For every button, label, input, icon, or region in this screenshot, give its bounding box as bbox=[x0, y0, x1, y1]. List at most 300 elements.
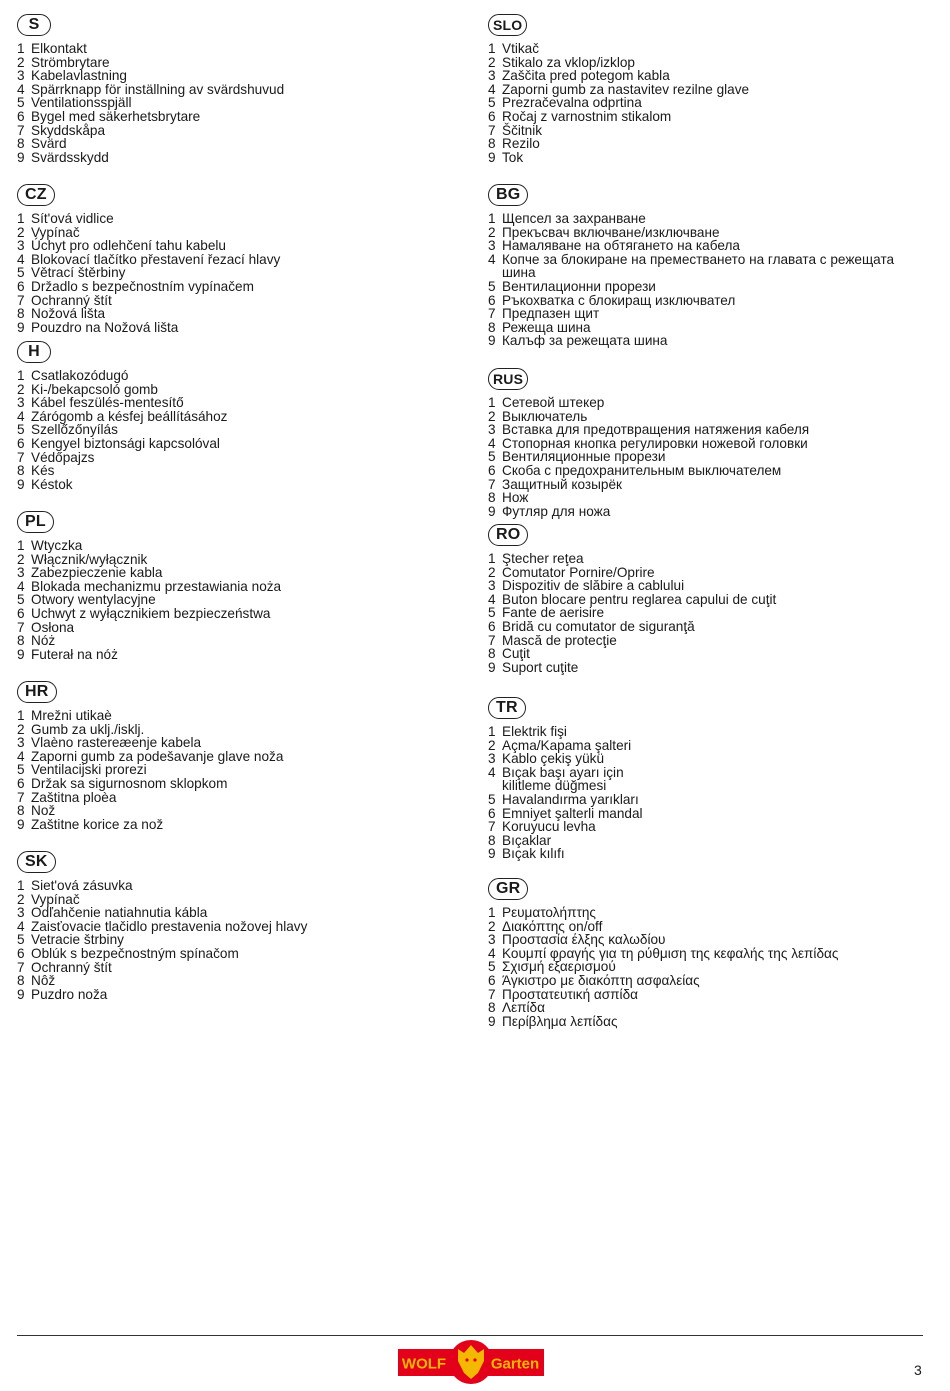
item-label: Копче за блокиране на преместването на главата с режещата шина bbox=[502, 251, 895, 281]
item-number: 3 bbox=[488, 68, 496, 84]
list-item bbox=[488, 83, 933, 97]
list-item bbox=[17, 709, 457, 723]
list-item bbox=[17, 553, 457, 567]
list-item bbox=[17, 947, 457, 961]
list-item bbox=[488, 294, 933, 308]
item-number: 5 bbox=[17, 265, 25, 281]
item-label: Zabezpieczenie kabla bbox=[31, 565, 163, 581]
logo-text-wolf: WOLF bbox=[401, 1355, 447, 1373]
list-item bbox=[17, 280, 457, 294]
item-number: 9 bbox=[17, 476, 25, 492]
list-item bbox=[17, 736, 457, 750]
list-item bbox=[488, 793, 933, 807]
item-number: 1 bbox=[488, 724, 496, 739]
list-item bbox=[488, 606, 933, 620]
item-label: Ръкохватка с блокиращ изключвател bbox=[502, 292, 736, 308]
list-item bbox=[17, 266, 457, 280]
item-number: 5 bbox=[488, 278, 496, 294]
footer-divider bbox=[17, 1335, 923, 1336]
list-item bbox=[17, 777, 457, 791]
list-item bbox=[17, 933, 457, 947]
list-item bbox=[17, 96, 457, 110]
item-number: 5 bbox=[17, 762, 25, 778]
item-number: 6 bbox=[17, 605, 25, 621]
language-badge: BG bbox=[488, 184, 528, 206]
item-number: 3 bbox=[17, 238, 25, 254]
item-label: Bridă cu comutator de siguranţă bbox=[502, 618, 695, 634]
item-label: Késtok bbox=[31, 476, 73, 492]
item-number: 2 bbox=[488, 54, 496, 70]
item-number: 9 bbox=[17, 986, 25, 1002]
item-label: Vypínač bbox=[31, 891, 80, 907]
list-item bbox=[488, 739, 933, 753]
list-item bbox=[488, 96, 933, 110]
list-item bbox=[17, 321, 457, 335]
item-number: 7 bbox=[488, 476, 496, 492]
item-label: Kés bbox=[31, 463, 55, 479]
list-item bbox=[488, 1015, 933, 1029]
item-label: Koruyucu levha bbox=[502, 819, 596, 835]
item-number: 5 bbox=[17, 592, 25, 608]
item-label: Zaporni gumb za podešavanje glave noža bbox=[31, 748, 284, 764]
language-badge: GR bbox=[488, 878, 528, 900]
list-item bbox=[488, 239, 933, 253]
item-number: 7 bbox=[17, 789, 25, 805]
item-number: 4 bbox=[488, 435, 496, 451]
item-label: Puzdro noža bbox=[31, 986, 108, 1002]
item-number: 4 bbox=[17, 408, 25, 424]
list-item bbox=[488, 253, 933, 280]
item-label: Gumb za uklj./isklj. bbox=[31, 721, 145, 737]
list-item bbox=[488, 920, 933, 934]
section-sk bbox=[17, 851, 457, 1001]
item-number: 1 bbox=[17, 538, 25, 553]
item-number: 7 bbox=[17, 122, 25, 138]
item-number: 9 bbox=[17, 816, 25, 832]
item-number: 6 bbox=[488, 618, 496, 634]
item-number: 7 bbox=[17, 619, 25, 635]
item-label: Držadlo s bezpečnostním vypínačem bbox=[31, 278, 254, 294]
item-number: 2 bbox=[17, 891, 25, 907]
item-label: Bıçak kılıfı bbox=[502, 846, 565, 862]
item-number: 1 bbox=[488, 551, 496, 566]
list-item bbox=[488, 69, 933, 83]
list-item bbox=[17, 607, 457, 621]
list-item bbox=[488, 450, 933, 464]
item-number: 6 bbox=[17, 435, 25, 451]
item-label: Сетевой штекер bbox=[502, 395, 605, 410]
item-number: 6 bbox=[488, 972, 496, 988]
parts-list bbox=[17, 42, 457, 164]
parts-list bbox=[488, 212, 933, 348]
item-number: 7 bbox=[488, 819, 496, 835]
list-item bbox=[488, 593, 933, 607]
item-number: 5 bbox=[488, 95, 496, 111]
language-badge: PL bbox=[17, 511, 54, 533]
item-label: Buton blocare pentru reglarea capului de cuţit bbox=[502, 591, 777, 607]
item-number: 2 bbox=[488, 564, 496, 580]
item-label: Κουμπί φραγής για τη ρύθμιση της κεφαλής της λεπίδας bbox=[502, 945, 839, 961]
list-item bbox=[488, 947, 933, 961]
parts-list bbox=[17, 709, 457, 831]
item-label: Stikalo za vklop/izklop bbox=[502, 54, 635, 70]
list-item bbox=[17, 648, 457, 662]
item-label: Ščitnik bbox=[502, 122, 543, 138]
section-rus bbox=[488, 368, 933, 518]
list-item bbox=[17, 226, 457, 240]
item-label: Kabelavlastning bbox=[31, 68, 127, 84]
list-item bbox=[488, 552, 933, 566]
list-item bbox=[17, 151, 457, 165]
item-number: 9 bbox=[17, 646, 25, 662]
item-label: Ochranný štít bbox=[31, 292, 112, 308]
list-item bbox=[17, 961, 457, 975]
language-badge: SK bbox=[17, 851, 56, 873]
list-item bbox=[17, 437, 457, 451]
item-number: 2 bbox=[17, 551, 25, 567]
item-number: 7 bbox=[488, 632, 496, 648]
list-item bbox=[17, 423, 457, 437]
list-item bbox=[488, 464, 933, 478]
list-item bbox=[17, 124, 457, 138]
item-label: Elkontakt bbox=[31, 41, 87, 56]
item-label: Svärd bbox=[31, 136, 67, 152]
item-label: Vypínač bbox=[31, 224, 80, 240]
list-item bbox=[17, 906, 457, 920]
list-item bbox=[488, 766, 933, 793]
list-item bbox=[17, 137, 457, 151]
list-item bbox=[17, 723, 457, 737]
item-label: Açma/Kapama şalteri bbox=[502, 737, 632, 753]
item-number: 2 bbox=[488, 737, 496, 753]
list-item bbox=[17, 383, 457, 397]
item-label: Стопорная кнопка регулировки ножевой головки bbox=[502, 435, 808, 451]
item-number: 3 bbox=[17, 905, 25, 921]
item-number: 8 bbox=[17, 973, 25, 989]
parts-list bbox=[488, 725, 933, 861]
list-item bbox=[17, 879, 457, 893]
item-number: 4 bbox=[488, 945, 496, 961]
item-number: 5 bbox=[17, 95, 25, 111]
item-label: Větrací štěrbiny bbox=[31, 265, 126, 281]
section-ro bbox=[488, 524, 933, 674]
item-label: Zárógomb a késfej beállításához bbox=[31, 408, 228, 424]
list-item bbox=[17, 920, 457, 934]
item-label: Csatlakozódugó bbox=[31, 368, 129, 383]
list-item bbox=[488, 396, 933, 410]
item-number: 3 bbox=[488, 932, 496, 948]
item-number: 8 bbox=[488, 1000, 496, 1016]
item-label: Bygel med säkerhetsbrytare bbox=[31, 108, 201, 124]
language-badge: RUS bbox=[488, 368, 528, 390]
item-number: 4 bbox=[17, 251, 25, 267]
item-label: Режеща шина bbox=[502, 319, 591, 335]
item-number: 4 bbox=[17, 81, 25, 97]
item-label: Siet'ová zásuvka bbox=[31, 878, 133, 893]
item-label: Футляр для ножа bbox=[502, 503, 611, 519]
item-label: Úchyt pro odlehčení tahu kabelu bbox=[31, 238, 226, 254]
item-number: 8 bbox=[17, 463, 25, 479]
item-number: 3 bbox=[488, 238, 496, 254]
item-label: Uchwyt z wyłącznikiem bezpieczeństwa bbox=[31, 605, 271, 621]
list-item bbox=[17, 621, 457, 635]
item-number: 5 bbox=[488, 791, 496, 807]
item-number: 8 bbox=[17, 306, 25, 322]
item-label: Выключатель bbox=[502, 408, 588, 424]
item-label: Zaštitne korice za nož bbox=[31, 816, 164, 832]
item-label: Λεπίδα bbox=[502, 1000, 545, 1016]
list-item bbox=[17, 369, 457, 383]
item-label: Скоба с предохранительным выключателем bbox=[502, 462, 782, 478]
item-number: 4 bbox=[488, 764, 496, 780]
item-number: 9 bbox=[488, 846, 496, 862]
item-number: 6 bbox=[488, 292, 496, 308]
parts-list bbox=[17, 539, 457, 661]
parts-list bbox=[488, 906, 933, 1028]
list-item bbox=[488, 334, 933, 348]
item-label: Kablo çekiş yükü bbox=[502, 751, 605, 767]
item-number: 7 bbox=[17, 449, 25, 465]
item-number: 8 bbox=[488, 490, 496, 506]
item-number: 8 bbox=[17, 136, 25, 152]
list-item bbox=[488, 124, 933, 138]
item-label: Wtyczka bbox=[31, 538, 83, 553]
item-number: 8 bbox=[17, 633, 25, 649]
list-item bbox=[488, 988, 933, 1002]
item-number: 1 bbox=[17, 878, 25, 893]
item-label: Калъф за режещата шина bbox=[502, 333, 668, 349]
item-label: Zaisťovacie tlačidlo prestavenia nožovej hlavy bbox=[31, 918, 308, 934]
item-number: 8 bbox=[17, 803, 25, 819]
item-label: Skyddskåpa bbox=[31, 122, 106, 138]
item-label: Щепсел за захранване bbox=[502, 211, 646, 226]
item-label: Emniyet şalterli mandal bbox=[502, 805, 643, 821]
item-label: Strömbrytare bbox=[31, 54, 110, 70]
item-label: Вставка для предотвращения натяжения кабеля bbox=[502, 422, 810, 438]
item-number: 8 bbox=[488, 646, 496, 662]
item-number: 4 bbox=[17, 748, 25, 764]
item-label: Comutator Pornire/Oprire bbox=[502, 564, 655, 580]
item-label: Cuţit bbox=[502, 646, 530, 662]
item-label: Włącznik/wyłącznik bbox=[31, 551, 148, 567]
list-item bbox=[488, 437, 933, 451]
list-item bbox=[488, 410, 933, 424]
item-label: Odľahčenie natiahnutia kábla bbox=[31, 905, 208, 921]
list-item bbox=[17, 974, 457, 988]
list-item bbox=[17, 818, 457, 832]
item-label: Svärdsskydd bbox=[31, 149, 109, 165]
list-item bbox=[488, 491, 933, 505]
parts-list bbox=[488, 396, 933, 518]
item-label: Ročaj z varnostnim stikalom bbox=[502, 108, 672, 124]
item-label: Διακόπτης on/off bbox=[502, 918, 603, 934]
list-item bbox=[488, 212, 933, 226]
list-item bbox=[17, 396, 457, 410]
section-gr bbox=[488, 878, 933, 1028]
item-number: 7 bbox=[17, 959, 25, 975]
item-number: 1 bbox=[488, 905, 496, 920]
item-label: Bıçak başı ayarı için kilitleme düğmesi bbox=[502, 764, 624, 794]
item-number: 7 bbox=[488, 306, 496, 322]
item-number: 3 bbox=[17, 395, 25, 411]
list-item bbox=[17, 294, 457, 308]
item-label: Držak sa sigurnosnom sklopkom bbox=[31, 775, 228, 791]
item-number: 9 bbox=[488, 659, 496, 675]
item-number: 9 bbox=[488, 333, 496, 349]
item-number: 1 bbox=[17, 708, 25, 723]
item-label: Bıçaklar bbox=[502, 832, 552, 848]
list-item bbox=[17, 83, 457, 97]
list-item bbox=[17, 580, 457, 594]
item-label: Dispozitiv de slăbire a cablului bbox=[502, 578, 685, 594]
item-label: Προστατευτική ασπίδα bbox=[502, 986, 638, 1002]
item-label: Osłona bbox=[31, 619, 75, 635]
list-item bbox=[488, 280, 933, 294]
item-number: 1 bbox=[488, 211, 496, 226]
item-number: 5 bbox=[17, 932, 25, 948]
item-number: 2 bbox=[17, 381, 25, 397]
item-number: 1 bbox=[17, 368, 25, 383]
item-number: 6 bbox=[17, 945, 25, 961]
parts-list bbox=[488, 42, 933, 164]
item-label: Védőpajzs bbox=[31, 449, 95, 465]
item-label: Zaštitna ploèa bbox=[31, 789, 117, 805]
section-cz bbox=[17, 184, 457, 334]
item-label: Προστασία έλξης καλωδίου bbox=[502, 932, 666, 948]
list-item bbox=[488, 56, 933, 70]
list-item bbox=[488, 423, 933, 437]
item-number: 5 bbox=[488, 449, 496, 465]
list-item bbox=[17, 307, 457, 321]
item-label: Вентиляционные прорези bbox=[502, 449, 666, 465]
parts-list bbox=[488, 552, 933, 674]
item-number: 1 bbox=[17, 211, 25, 226]
item-label: Sít'ová vidlice bbox=[31, 211, 114, 226]
item-label: Kábel feszülés-mentesítő bbox=[31, 395, 184, 411]
item-number: 4 bbox=[17, 918, 25, 934]
item-label: Fante de aerisire bbox=[502, 605, 605, 621]
item-number: 5 bbox=[17, 422, 25, 438]
list-item bbox=[17, 253, 457, 267]
item-label: Nožová lišta bbox=[31, 306, 106, 322]
item-number: 8 bbox=[488, 832, 496, 848]
list-item bbox=[17, 593, 457, 607]
item-label: Защитный козырёк bbox=[502, 476, 623, 492]
list-item bbox=[488, 960, 933, 974]
list-item bbox=[488, 834, 933, 848]
item-number: 3 bbox=[17, 735, 25, 751]
item-label: Σχισμή εξαερισμού bbox=[502, 959, 616, 975]
parts-list bbox=[17, 369, 457, 491]
item-label: Szellőzőnyílás bbox=[31, 422, 118, 438]
section-hr bbox=[17, 681, 457, 831]
section-pl bbox=[17, 511, 457, 661]
item-label: Vtikač bbox=[502, 41, 540, 56]
list-item bbox=[488, 933, 933, 947]
parts-list bbox=[17, 879, 457, 1001]
language-badge: CZ bbox=[17, 184, 55, 206]
list-item bbox=[17, 988, 457, 1002]
section-h bbox=[17, 341, 457, 491]
item-label: Kengyel biztonsági kapcsolóval bbox=[31, 435, 220, 451]
item-label: Elektrik fişi bbox=[502, 724, 567, 739]
item-label: Намаляване на обтягането на кабела bbox=[502, 238, 740, 254]
list-item bbox=[17, 410, 457, 424]
item-number: 3 bbox=[488, 578, 496, 594]
list-item bbox=[488, 974, 933, 988]
list-item bbox=[488, 820, 933, 834]
item-label: Prezračevalna odprtina bbox=[502, 95, 642, 111]
item-number: 5 bbox=[488, 959, 496, 975]
item-number: 4 bbox=[488, 251, 496, 267]
item-label: Περίβλημα λεπίδας bbox=[502, 1013, 618, 1029]
item-label: Άγκιστρο με διακόπτη ασφαλείας bbox=[502, 972, 700, 988]
list-item bbox=[488, 478, 933, 492]
item-label: Havalandırma yarıkları bbox=[502, 791, 639, 807]
parts-list bbox=[17, 212, 457, 334]
list-item bbox=[17, 539, 457, 553]
item-label: Pouzdro na Nožová lišta bbox=[31, 319, 179, 335]
item-number: 2 bbox=[488, 918, 496, 934]
list-item bbox=[488, 847, 933, 861]
item-number: 6 bbox=[488, 805, 496, 821]
item-number: 9 bbox=[488, 503, 496, 519]
item-label: Zaporni gumb za nastavitev rezilne glave bbox=[502, 81, 750, 97]
list-item bbox=[17, 56, 457, 70]
item-label: Предпазен щит bbox=[502, 306, 600, 322]
section-bg bbox=[488, 184, 933, 348]
item-label: Rezilo bbox=[502, 136, 540, 152]
page-number: 3 bbox=[914, 1362, 922, 1378]
list-item bbox=[488, 620, 933, 634]
section-tr bbox=[488, 697, 933, 861]
list-item bbox=[488, 634, 933, 648]
item-number: 7 bbox=[17, 292, 25, 308]
language-badge: H bbox=[17, 341, 51, 363]
list-item bbox=[488, 661, 933, 675]
item-number: 3 bbox=[488, 422, 496, 438]
list-item bbox=[17, 893, 457, 907]
list-item bbox=[17, 212, 457, 226]
list-item bbox=[17, 791, 457, 805]
item-number: 5 bbox=[488, 605, 496, 621]
item-label: Tok bbox=[502, 149, 524, 165]
item-number: 6 bbox=[488, 462, 496, 478]
item-number: 7 bbox=[488, 986, 496, 1002]
item-number: 1 bbox=[488, 395, 496, 410]
list-item bbox=[17, 804, 457, 818]
list-item bbox=[488, 647, 933, 661]
item-label: Ventilationsspjäll bbox=[31, 95, 132, 111]
item-number: 9 bbox=[17, 149, 25, 165]
item-number: 9 bbox=[488, 149, 496, 165]
list-item bbox=[17, 763, 457, 777]
item-label: Nož bbox=[31, 803, 56, 819]
item-label: Mrežni utikaè bbox=[31, 708, 112, 723]
language-badge: HR bbox=[17, 681, 57, 703]
item-number: 8 bbox=[488, 136, 496, 152]
item-label: Прекъсвач включване/изключване bbox=[502, 224, 720, 240]
item-number: 4 bbox=[488, 81, 496, 97]
item-number: 2 bbox=[17, 721, 25, 737]
list-item bbox=[17, 451, 457, 465]
list-item bbox=[17, 750, 457, 764]
list-item bbox=[488, 137, 933, 151]
item-label: Spärrknapp för inställning av svärdshuvud bbox=[31, 81, 285, 97]
item-number: 7 bbox=[488, 122, 496, 138]
item-label: Vetracie štrbiny bbox=[31, 932, 124, 948]
list-item bbox=[17, 478, 457, 492]
